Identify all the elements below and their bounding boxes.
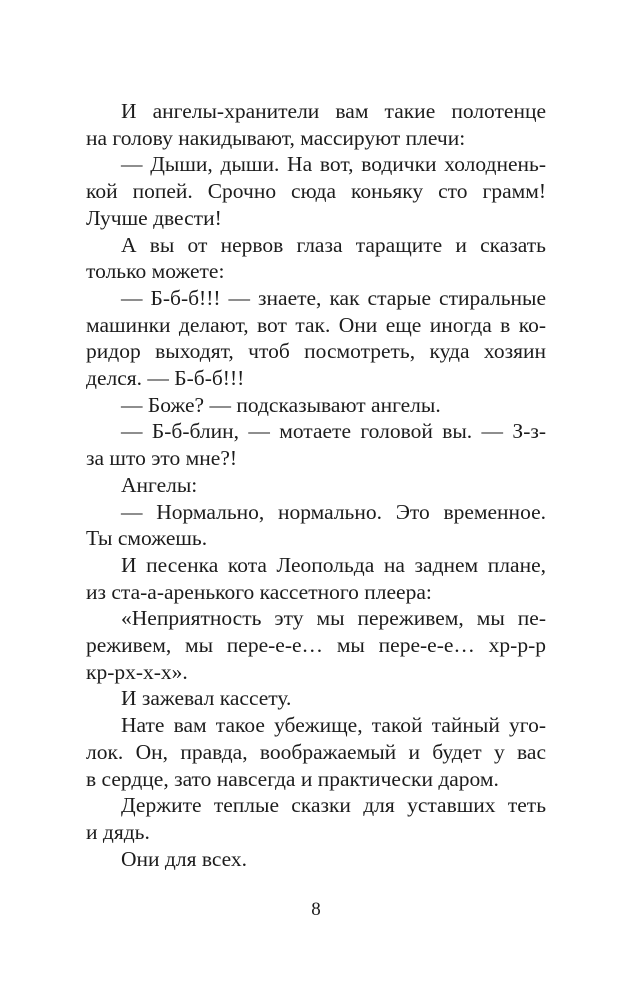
text-line: «Неприятность эту мы переживем, мы пе- (121, 606, 546, 631)
paragraph (86, 151, 546, 231)
text-line: Держите теплые сказки для уставших теть (121, 793, 546, 818)
text-line: И зажевал кассету. (121, 686, 292, 711)
text-line: Лучше двести! (86, 205, 222, 230)
paragraph (86, 846, 546, 873)
paragraph (86, 285, 546, 392)
text-line: — Боже? — подсказывают ангелы. (121, 392, 441, 417)
text-line: машинки делают, вот так. Они еще иногда в ко- (86, 312, 546, 337)
paragraph (86, 392, 546, 419)
text-line: А вы от нервов глаза таращите и сказать (121, 232, 546, 257)
text-line: реживем, мы пере-е-е… мы пере-е-е… хр-р-р (86, 633, 546, 658)
paragraph (86, 605, 546, 685)
paragraph (86, 232, 546, 285)
text-line: — Б-б-блин, — мотаете головой вы. — З-з- (121, 419, 546, 444)
text-line: — Нормально, нормально. Это временное. (121, 499, 546, 524)
text-line: на голову накидывают, массируют плечи: (86, 125, 466, 150)
paragraph (86, 98, 546, 151)
paragraph (86, 712, 546, 792)
text-line: из ста-а-аренького кассетного плеера: (86, 579, 432, 604)
page-number: 8 (311, 899, 321, 920)
text-line: Они для всех. (121, 846, 248, 871)
paragraph (86, 472, 546, 499)
paragraph (86, 685, 546, 712)
text-line: кой попей. Срочно сюда коньяку сто грамм! (86, 179, 546, 204)
text-line: лок. Он, правда, воображаемый и будет у вас (86, 739, 546, 764)
text-line: — Б-б-б!!! — знаете, как старые стиральные (121, 285, 546, 310)
text-line: ридор выходят, чтоб посмотреть, куда хозяин (86, 339, 546, 364)
text-line: кр-рх-х-х». (86, 659, 188, 684)
text-line: — Дыши, дыши. На вот, водички холоднень- (121, 152, 546, 177)
text-line: Ангелы: (121, 472, 198, 497)
text-line: И песенка кота Леопольда на заднем плане, (121, 552, 546, 577)
paragraph (86, 418, 546, 471)
page-text (86, 98, 546, 872)
text-line: только можете: (86, 259, 225, 284)
text-line: Нате вам такое убежище, такой тайный уго- (121, 713, 546, 738)
paragraph (86, 792, 546, 845)
text-line: делся. — Б-б-б!!! (86, 366, 245, 391)
text-line: Ты сможешь. (86, 526, 208, 551)
text-line: и дядь. (86, 819, 150, 844)
text-line: за што это мне?! (86, 446, 238, 471)
paragraph (86, 552, 546, 605)
text-line: И ангелы-хранители вам такие полотенце (121, 99, 546, 123)
paragraph (86, 499, 546, 552)
text-line: в сердце, зато навсегда и практически даром. (86, 766, 499, 791)
